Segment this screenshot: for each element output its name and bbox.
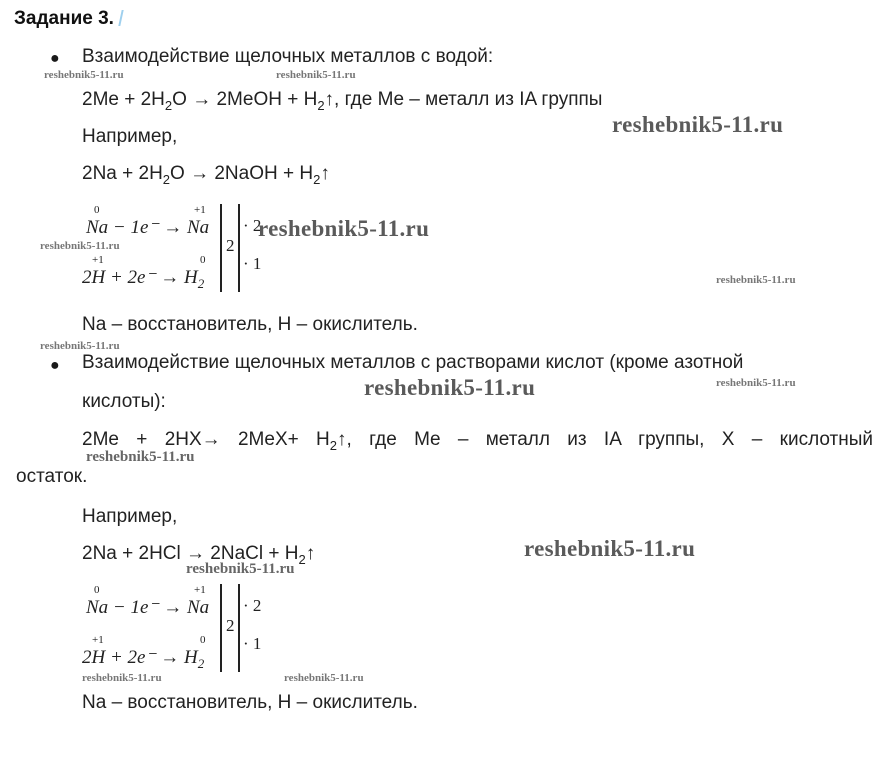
section1-example-equation: $2Na + 2H_2O$ → 2NaOH + $H_2↑$ bbox=[82, 163, 330, 187]
ox-state: +1 bbox=[92, 254, 104, 266]
balance-divider bbox=[220, 204, 222, 292]
section2-conclusion: Na – восстановитель, H – окислитель. bbox=[82, 692, 418, 713]
watermark-large: reshebnik5-11.ru bbox=[258, 216, 430, 241]
ox-state: +1 bbox=[194, 584, 206, 596]
balance-divider bbox=[238, 584, 240, 672]
watermark-large: reshebnik5-11.ru bbox=[524, 536, 696, 561]
watermark-small: reshebnik5-11.ru bbox=[284, 672, 364, 684]
ox-state: 0 bbox=[94, 584, 100, 596]
ox-state: 0 bbox=[200, 254, 206, 266]
bullet-icon: ● bbox=[50, 357, 60, 374]
watermark-small: reshebnik5-11.ru bbox=[716, 377, 796, 389]
watermark-small: reshebnik5-11.ru bbox=[40, 340, 120, 352]
watermark-small: reshebnik5-11.ru bbox=[276, 69, 356, 81]
section1-general-equation: $2Me + 2H_2O$ → 2MeOH + $H_2↑$, где Me – металл из IA группы bbox=[82, 89, 603, 113]
section2-heading-line1: Взаимодействие щелочных металлов с растворами кислот (кроме азотной bbox=[82, 352, 744, 373]
watermark-small: reshebnik5-11.ru bbox=[44, 69, 124, 81]
ox-state: 0 bbox=[200, 634, 206, 646]
section2-example-label: Например, bbox=[82, 506, 178, 527]
balance-coef: · 1 bbox=[243, 634, 262, 653]
watermark-small: reshebnik5-11.ru bbox=[716, 274, 796, 286]
section2-general-equation-cont: остаток. bbox=[16, 466, 88, 487]
task-title-text: Задание 3. bbox=[14, 8, 114, 29]
electron-balance-2 bbox=[82, 584, 272, 676]
watermark-small: reshebnik5-11.ru bbox=[82, 672, 162, 684]
balance-lcm: 2 bbox=[226, 616, 235, 635]
balance-oxidation-row: Na − 1e⁻ → Na bbox=[86, 217, 210, 238]
ox-state: 0 bbox=[94, 204, 100, 216]
balance-coef: · 1 bbox=[243, 254, 262, 273]
balance-reduction-row: $2H + 2e^- \to H_2$ bbox=[82, 647, 205, 671]
watermark-medium: reshebnik5-11.ru bbox=[86, 449, 195, 465]
balance-coef: · 2 bbox=[243, 216, 262, 235]
watermark-medium: reshebnik5-11.ru bbox=[186, 561, 295, 577]
watermark-large: reshebnik5-11.ru bbox=[364, 375, 536, 400]
balance-divider bbox=[220, 584, 222, 672]
watermark-large: reshebnik5-11.ru bbox=[612, 112, 784, 137]
text-cursor-icon bbox=[118, 10, 123, 26]
task-title bbox=[14, 8, 122, 30]
balance-oxidation-row: Na − 1e⁻ → Na bbox=[86, 597, 210, 618]
section2-example-equation: 2Na + 2HCl → 2NaCl + $H_2↑$ bbox=[82, 543, 316, 567]
bullet-icon: ● bbox=[50, 50, 60, 67]
ox-state: +1 bbox=[194, 204, 206, 216]
ox-state: +1 bbox=[92, 634, 104, 646]
section1-example-label: Например, bbox=[82, 126, 178, 147]
section2-heading-line2: кислоты): bbox=[82, 391, 166, 412]
balance-divider bbox=[238, 204, 240, 292]
balance-lcm: 2 bbox=[226, 236, 235, 255]
watermark-small: reshebnik5-11.ru bbox=[40, 240, 120, 252]
section2-general-equation: $2Me + 2HX\to 2MeX+ H_2↑$, где Me – металл из IA группы, X – кислотный bbox=[82, 429, 873, 453]
section1-heading: Взаимодействие щелочных металлов с водой: bbox=[82, 46, 494, 67]
section1-conclusion: Na – восстановитель, H – окислитель. bbox=[82, 314, 418, 335]
balance-coef: · 2 bbox=[243, 596, 262, 615]
balance-reduction-row: $2H + 2e^- \to H_2$ bbox=[82, 267, 205, 291]
